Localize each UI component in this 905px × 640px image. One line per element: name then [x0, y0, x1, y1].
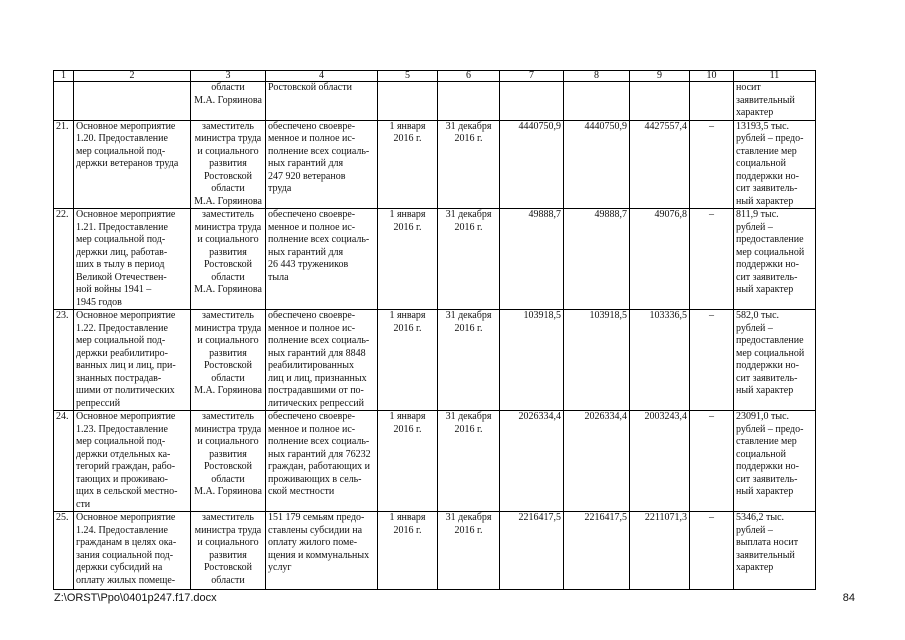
- executor-cell: заместитель министра труда и социального развития Ростовской области М.А. Горяинова: [191, 411, 266, 512]
- row-number-cell: 23.: [54, 310, 74, 411]
- deviation-cell: –: [690, 411, 734, 512]
- column-number: 5: [378, 71, 438, 82]
- end-date-cell: 31 декабря 2016 г.: [438, 209, 500, 310]
- column-number: 2: [74, 71, 191, 82]
- result-cell: обеспечено своевре- менное и полное ис- полнение всех социаль- ных гарантий для 8848 реабилитированных лиц и лиц, признанных пострадавшими от по- литических репрессий: [266, 310, 378, 411]
- planned-expense-cell: 49888,7: [500, 209, 564, 310]
- measure-cell: Основное мероприятие 1.22. Предоставление мер социальной под- держки реабилитиро- ванных лиц и лиц, при- знанных пострадав- шими от политических репрессий: [74, 310, 191, 411]
- table-row: [54, 512, 816, 590]
- planned-expense-cell: 2026334,4: [500, 411, 564, 512]
- table-row: [54, 411, 816, 512]
- actual-expense-cell: 4427557,4: [630, 120, 690, 209]
- column-number: 6: [438, 71, 500, 82]
- executor-cell: заместитель министра труда и социального развития Ростовской области М.А. Горяинова: [191, 310, 266, 411]
- actual-expense-cell: 2211071,3: [630, 512, 690, 590]
- note-cell: 5346,2 тыс. рублей – выплата носит заявительный характер: [734, 512, 816, 590]
- main-table: [53, 70, 816, 590]
- end-date-cell: 31 декабря 2016 г.: [438, 120, 500, 209]
- result-cell: Ростовской области: [266, 82, 378, 121]
- deviation-cell: –: [690, 209, 734, 310]
- row-number-cell: 21.: [54, 120, 74, 209]
- row-number-cell: 24.: [54, 411, 74, 512]
- column-number: 10: [690, 71, 734, 82]
- start-date-cell: 1 января 2016 г.: [378, 120, 438, 209]
- column-number: 3: [191, 71, 266, 82]
- continuation-row: [54, 82, 816, 121]
- note-cell: 23091,0 тыс. рублей – предо- ставление мер социальной поддержки но- сит заявитель- ный характер: [734, 411, 816, 512]
- column-number: 1: [54, 71, 74, 82]
- executor-cell: области М.А. Горяинова: [191, 82, 266, 121]
- note-cell: носит заявительный характер: [734, 82, 816, 121]
- result-cell: 151 179 семьям предо- ставлены субсидии на оплату жилого поме- щения и коммунальных услуг: [266, 512, 378, 590]
- executor-cell: заместитель министра труда и социального развития Ростовской области М.А. Горяинова: [191, 209, 266, 310]
- start-date-cell: 1 января 2016 г.: [378, 310, 438, 411]
- page-number: 84: [842, 592, 855, 604]
- row-number-cell: 25.: [54, 512, 74, 590]
- planned-budget-cell: 2216417,5: [564, 512, 630, 590]
- planned-expense-cell: 103918,5: [500, 310, 564, 411]
- column-number: 11: [734, 71, 816, 82]
- column-number: 4: [266, 71, 378, 82]
- planned-expense-cell: 2216417,5: [500, 512, 564, 590]
- actual-expense-cell: 103336,5: [630, 310, 690, 411]
- planned-budget-cell: 49888,7: [564, 209, 630, 310]
- note-cell: 13193,5 тыс. рублей – предо- ставление мер социальной поддержки но- сит заявитель- ный характер: [734, 120, 816, 209]
- column-number: 8: [564, 71, 630, 82]
- result-cell: обеспечено своевре- менное и полное ис- полнение всех социаль- ных гарантий для 76232 граждан, работающих и проживающих в сель- ской местности: [266, 411, 378, 512]
- table-row: [54, 120, 816, 209]
- result-cell: обеспечено своевре- менное и полное ис- полнение всех социаль- ных гарантий для 26 443 тружеников тыла: [266, 209, 378, 310]
- row-number-cell: 22.: [54, 209, 74, 310]
- planned-budget-cell: 2026334,4: [564, 411, 630, 512]
- planned-budget-cell: 103918,5: [564, 310, 630, 411]
- actual-expense-cell: 49076,8: [630, 209, 690, 310]
- end-date-cell: 31 декабря 2016 г.: [438, 310, 500, 411]
- measure-cell: Основное мероприятие 1.21. Предоставление мер социальной под- держки лиц, работав- ших в тылу в период Великой Отечествен- ной войны 1941 – 1945 годов: [74, 209, 191, 310]
- result-cell: обеспечено своевре- менное и полное ис- полнение всех социаль- ных гарантий для 247 920 ветеранов труда: [266, 120, 378, 209]
- measure-cell: Основное мероприятие 1.20. Предоставление мер социальной под- держки ветеранов труда: [74, 120, 191, 209]
- executor-cell: заместитель министра труда и социального развития Ростовской области: [191, 512, 266, 590]
- start-date-cell: 1 января 2016 г.: [378, 411, 438, 512]
- column-number: 9: [630, 71, 690, 82]
- table-row: [54, 310, 816, 411]
- deviation-cell: –: [690, 310, 734, 411]
- end-date-cell: 31 декабря 2016 г.: [438, 512, 500, 590]
- column-number: 7: [500, 71, 564, 82]
- document-path: Z:\ORST\Ppo\0401p247.f17.docx: [54, 592, 217, 604]
- deviation-cell: –: [690, 120, 734, 209]
- planned-expense-cell: 4440750,9: [500, 120, 564, 209]
- start-date-cell: 1 января 2016 г.: [378, 209, 438, 310]
- executor-cell: заместитель министра труда и социального развития Ростовской области М.А. Горяинова: [191, 120, 266, 209]
- deviation-cell: –: [690, 512, 734, 590]
- note-cell: 811,9 тыс. рублей – предоставление мер социальной поддержки но- сит заявитель- ный характер: [734, 209, 816, 310]
- table-row: [54, 209, 816, 310]
- planned-budget-cell: 4440750,9: [564, 120, 630, 209]
- measure-cell: Основное мероприятие 1.24. Предоставление гражданам в целях ока- зания социальной под- держки субсидий на оплату жилых помеще-: [74, 512, 191, 590]
- column-number-row: [54, 71, 816, 82]
- actual-expense-cell: 2003243,4: [630, 411, 690, 512]
- measure-cell: Основное мероприятие 1.23. Предоставление мер социальной под- держки отдельных ка- тегорий граждан, рабо- тающих и проживаю- щих в сельской местно- сти: [74, 411, 191, 512]
- note-cell: 582,0 тыс. рублей – предоставление мер социальной поддержки но- сит заявитель- ный характер: [734, 310, 816, 411]
- start-date-cell: 1 января 2016 г.: [378, 512, 438, 590]
- end-date-cell: 31 декабря 2016 г.: [438, 411, 500, 512]
